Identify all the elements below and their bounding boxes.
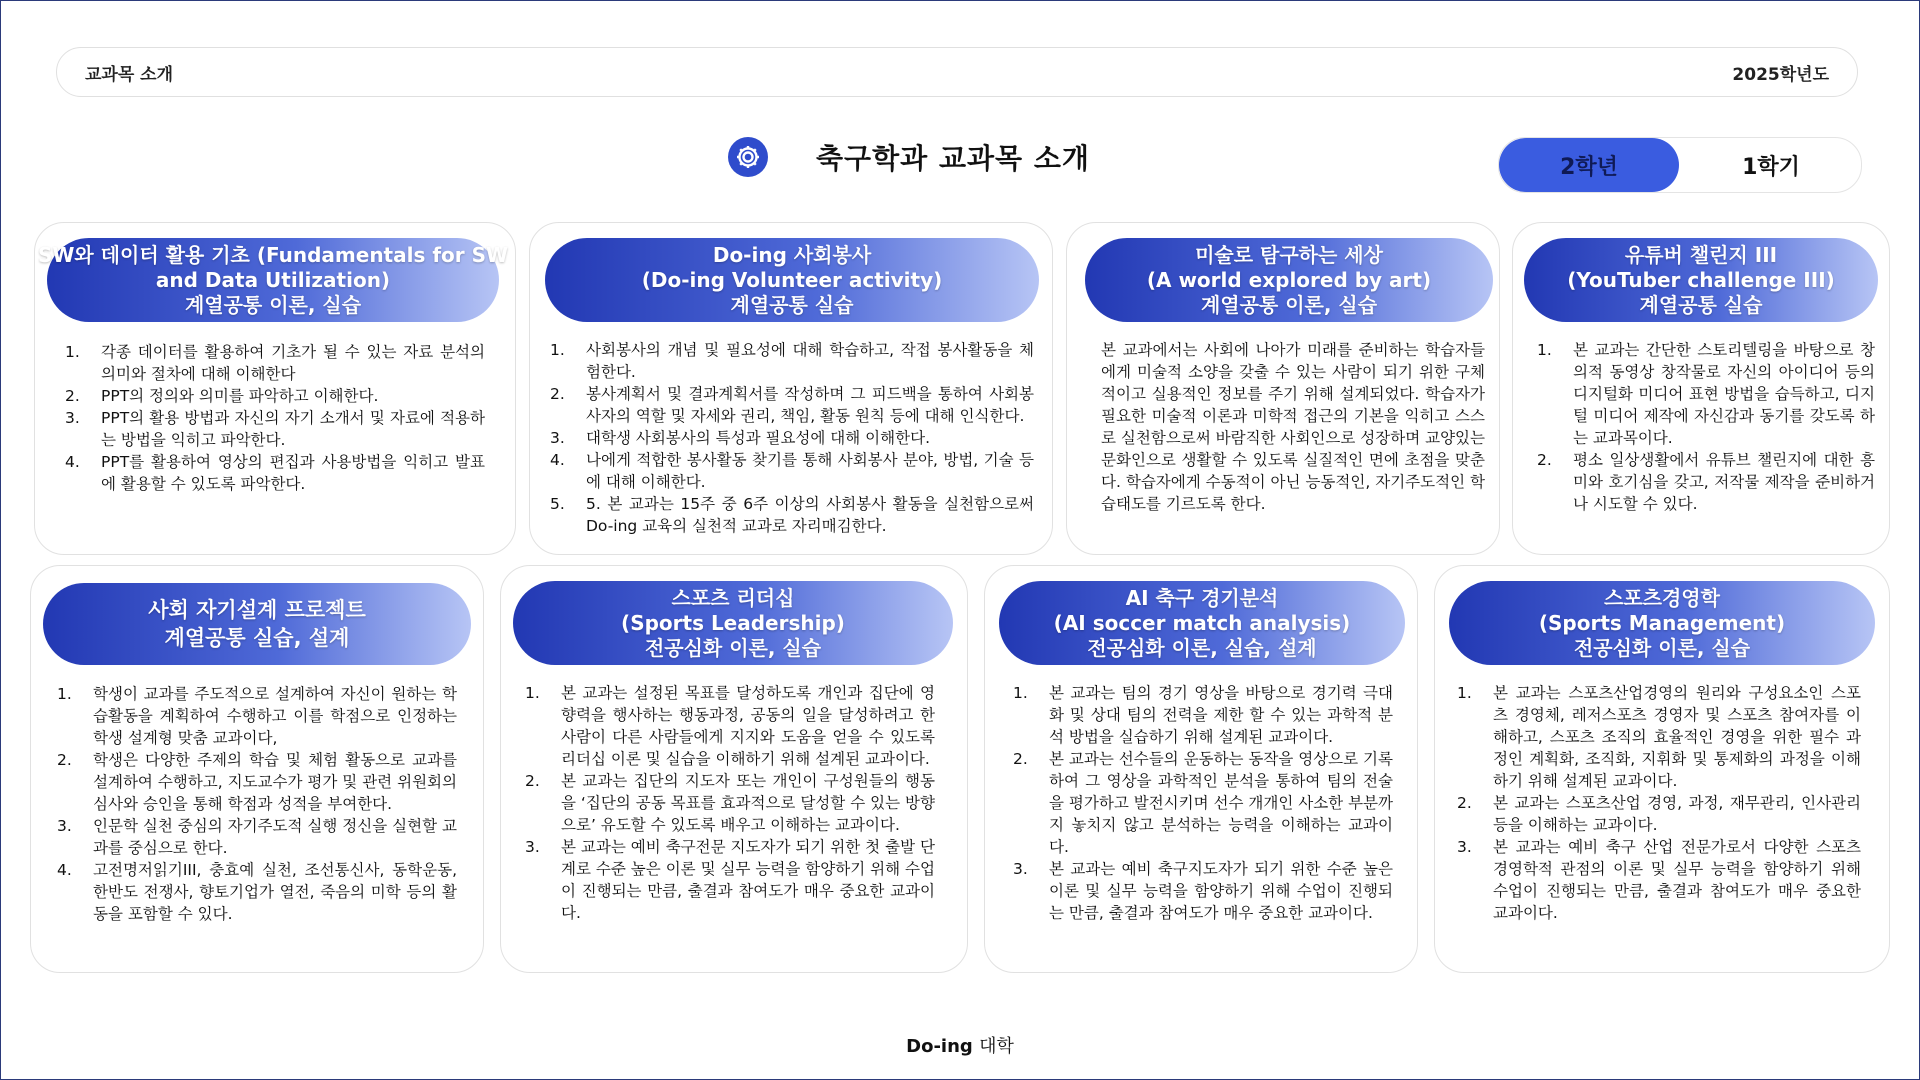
- course-title: (A world explored by art): [1146, 267, 1432, 292]
- course-title: (Sports Leadership): [621, 610, 845, 635]
- course-title: 유튜버 챌린지 III: [1624, 242, 1778, 267]
- course-category: 계열공통 실습: [730, 292, 854, 317]
- course-title-pill: [513, 581, 953, 665]
- list-item: 2. 봉사계획서 및 결과계획서를 작성하며 그 피드백을 통하여 사회봉사자의 역할 및 자세와 권리, 책임, 활동 원칙 등에 대해 인식한다.: [550, 385, 1034, 425]
- course-title: 스포츠경영학: [1604, 585, 1720, 610]
- course-title: (YouTuber challenge III): [1567, 267, 1835, 292]
- list-item: 3. 인문학 실천 중심의 자기주도적 실행 정신을 실현할 교과를 중심으로 한다.: [57, 817, 457, 857]
- course-description: [1101, 339, 1485, 515]
- section-label: 교과목 소개: [85, 64, 174, 85]
- list-item: 3. 대학생 사회봉사의 특성과 필요성에 대해 이해한다.: [550, 429, 930, 447]
- course-category: 계열공통 실습: [1639, 292, 1763, 317]
- list-item: 1. 본 교과는 스포츠산업경영의 원리와 구성요소인 스포츠 경영체, 레저스포츠 경영자 및 스포츠 참여자를 이해하고, 스포츠 조직의 효율적인 경영을 위한 필수 과정인 계획화, 조직화, 지휘화 및 통제화의 과정을 이해하기 위해 설계된 교과이다.: [1457, 684, 1861, 790]
- course-title-pill: [43, 583, 471, 665]
- list-item: 1. 사회봉사의 개념 및 필요성에 대해 학습하고, 작접 봉사활동을 체험한다.: [550, 341, 1034, 381]
- academic-year: 2025학년도: [1732, 64, 1829, 85]
- course-title: (AI soccer match analysis): [1053, 610, 1351, 635]
- course-title: and Data Utilization): [155, 267, 391, 292]
- course-description: [57, 683, 457, 925]
- course-description: [1537, 339, 1875, 515]
- list-item: 1. 각종 데이터를 활용하여 기초가 될 수 있는 자료 분석의 의미와 절차에 대해 이해한다: [65, 343, 485, 383]
- footer-suffix: 대학: [979, 1036, 1014, 1057]
- course-title-pill: [545, 238, 1039, 322]
- course-category: 계열공통 이론, 실습: [184, 292, 362, 317]
- course-title-pill: [1524, 238, 1878, 322]
- list-item: 2. 본 교과는 선수들의 운동하는 동작을 영상으로 기록하여 그 영상을 과학적인 분석을 통하여 팀의 전술을 평가하고 발전시키며 선수 개개인 사소한 부분까지 놓치지 않고 분석하는 능력을 이해하는 교과이다.: [1013, 750, 1393, 856]
- course-category: 전공심화 이론, 실습: [1573, 635, 1751, 660]
- course-card-sports-leadership: [500, 565, 968, 973]
- page-title-row: [728, 137, 1090, 177]
- course-title: 스포츠 리더십: [671, 585, 795, 610]
- course-title-pill: [999, 581, 1405, 665]
- list-item: 3. 본 교과는 예비 축구 산업 전문가로서 다양한 스포츠 경영학적 관점의 이론 및 실무 능력을 함양하기 위해 수업이 진행되는 만큼, 출결과 참여도가 매우 중요한 교과이다.: [1457, 838, 1861, 922]
- list-item: 2. 평소 일상생활에서 유튜브 챌린지에 대한 흥미와 호기심을 갖고, 저작물 제작을 준비하거나 시도할 수 있다.: [1537, 451, 1875, 513]
- course-category: 전공심화 이론, 실습, 설계: [1087, 635, 1317, 660]
- course-card-self-design: [30, 565, 484, 973]
- course-title: (Sports Management): [1538, 610, 1786, 635]
- course-description: [65, 341, 485, 495]
- course-title-pill: [37, 238, 509, 322]
- list-item: 4. PPT를 활용하여 영상의 편집과 사용방법을 익히고 발표에 활용할 수 있도록 파악한다.: [65, 453, 485, 493]
- course-title: SW와 데이터 활용 기초 (Fundamentals for SW: [37, 242, 509, 267]
- course-card-youtuber: [1512, 222, 1890, 555]
- list-item: 3. 본 교과는 예비 축구지도자가 되기 위한 수준 높은 이론 및 실무 능력을 함양하기 위해 수업이 진행되는 만큼, 출결과 참여도가 매우 중요한 교과이다.: [1013, 860, 1393, 922]
- footer: [0, 1032, 1920, 1058]
- course-title: Do-ing 사회봉사: [712, 242, 872, 267]
- course-card-sports-management: [1434, 565, 1890, 973]
- course-title-pill: [1085, 238, 1493, 322]
- course-title: (Do-ing Volunteer activity): [641, 267, 943, 292]
- course-description: [1013, 682, 1393, 924]
- course-paragraph: 본 교과에서는 사회에 나아가 미래를 준비하는 학습자들에게 미술적 소양을 갖출 수 있는 사람이 되기 위한 구체적이고 실용적인 정보를 주기 위해 설계되었다. 학습자가 필요한 미술적 이론과 미학적 접근의 기본을 익히고 스스로 실천함으로써 바람직한 사회인으로 성장하며 교양있는 문화인으로 생활할 수 있도록 실질적인 면에 초점을 맞춘다. 학습자에게 수동적이 아닌 능동적인, 자기주도적인 학습태도를 기르도록 한다.: [1101, 341, 1485, 513]
- course-category: 계열공통 실습, 설계: [164, 626, 350, 650]
- footer-brand: Do-ing: [906, 1036, 973, 1057]
- list-item: 1. 본 교과는 설정된 목표를 달성하도록 개인과 집단에 영향력을 행사하는 행동과정, 공동의 일을 달성하려고 한 사람이 다른 사람들에게 지지와 도움을 얻을 수 있도록 리더십 이론 및 실습을 이해하기 위해 설계된 교과이다.: [525, 684, 935, 768]
- page-title: 축구학과 교과목 소개: [816, 142, 1090, 175]
- course-title: 미술로 탐구하는 세상: [1195, 242, 1383, 267]
- course-card-sw-data: [34, 222, 516, 555]
- course-title-pill: [1449, 581, 1875, 665]
- gear-icon: [728, 137, 768, 177]
- list-item: 2. PPT의 정의와 의미를 파악하고 이해한다.: [65, 387, 379, 405]
- semester-selector: [1498, 137, 1862, 193]
- list-item: 1. 학생이 교과를 주도적으로 설계하여 자신이 원하는 학습활동을 계획하여 수행하고 이를 학점으로 인정하는 학생 설계형 맞춤 교과이다,: [57, 685, 457, 747]
- tab-semester[interactable]: 1학기: [1742, 154, 1800, 180]
- course-description: [525, 682, 935, 924]
- list-item: 2. 본 교과는 스포츠산업 경영, 과정, 재무관리, 인사관리 등을 이해하는 교과이다.: [1457, 794, 1861, 834]
- course-description: [1457, 682, 1861, 924]
- top-bar: [56, 47, 1858, 97]
- course-category: 계열공통 이론, 실습: [1200, 292, 1378, 317]
- list-item: 3. PPT의 활용 방법과 자신의 자기 소개서 및 자료에 적용하는 방법을 익히고 파악한다.: [65, 409, 485, 449]
- course-title: 사회 자기설계 프로젝트: [148, 598, 366, 622]
- list-item: 4. 나에게 적합한 봉사활동 찾기를 통해 사회봉사 분야, 방법, 기술 등에 대해 이해한다.: [550, 451, 1034, 491]
- course-category: 전공심화 이론, 실습: [644, 635, 822, 660]
- course-description: [550, 339, 1034, 537]
- list-item: 3. 본 교과는 예비 축구전문 지도자가 되기 위한 첫 출발 단계로 수준 높은 이론 및 실무 능력을 함양하기 위해 수업이 진행되는 만큼, 출결과 참여도가 매우 중요한 교과이다.: [525, 838, 935, 922]
- course-card-ai-soccer: [984, 565, 1418, 973]
- course-card-volunteer: [529, 222, 1053, 555]
- tab-grade[interactable]: 2학년: [1499, 138, 1679, 192]
- list-item: 4. 고전명저읽기III, 충효예 실천, 조선통신사, 동학운동, 한반도 전쟁사, 향토기업가 열전, 죽음의 미학 등의 활동을 포함할 수 있다.: [57, 861, 457, 923]
- course-title: AI 축구 경기분석: [1125, 585, 1279, 610]
- list-item: 1. 본 교과는 팀의 경기 영상을 바탕으로 경기력 극대화 및 상대 팀의 전력을 제한 할 수 있는 과학적 분석 방법을 실습하기 위해 설계된 교과이다.: [1013, 684, 1393, 746]
- list-item: 2. 학생은 다양한 주제의 학습 및 체험 활동으로 교과를 설계하여 수행하고, 지도교수가 평가 및 관련 위원회의 심사와 승인을 통해 학점과 성적을 부여한다.: [57, 751, 457, 813]
- course-card-art: [1066, 222, 1500, 555]
- list-item: 1. 본 교과는 간단한 스토리텔링을 바탕으로 창의적 동영상 창작물로 자신의 아이디어 등의 디지털화 미디어 표현 방법을 습득하고, 디지털 미디어 제작에 자신감과 동기를 갖도록 하는 교과목이다.: [1537, 341, 1875, 447]
- list-item: 2. 본 교과는 집단의 지도자 또는 개인이 구성원들의 행동을 ‘집단의 공동 목표를 효과적으로 달성할 수 있는 방향으로’ 유도할 수 있도록 배우고 이해하는 교과이다.: [525, 772, 935, 834]
- list-item: 5. 5. 본 교과는 15주 중 6주 이상의 사회봉사 활동을 실천함으로써 Do-ing 교육의 실천적 교과로 자리매김한다.: [550, 495, 1034, 535]
